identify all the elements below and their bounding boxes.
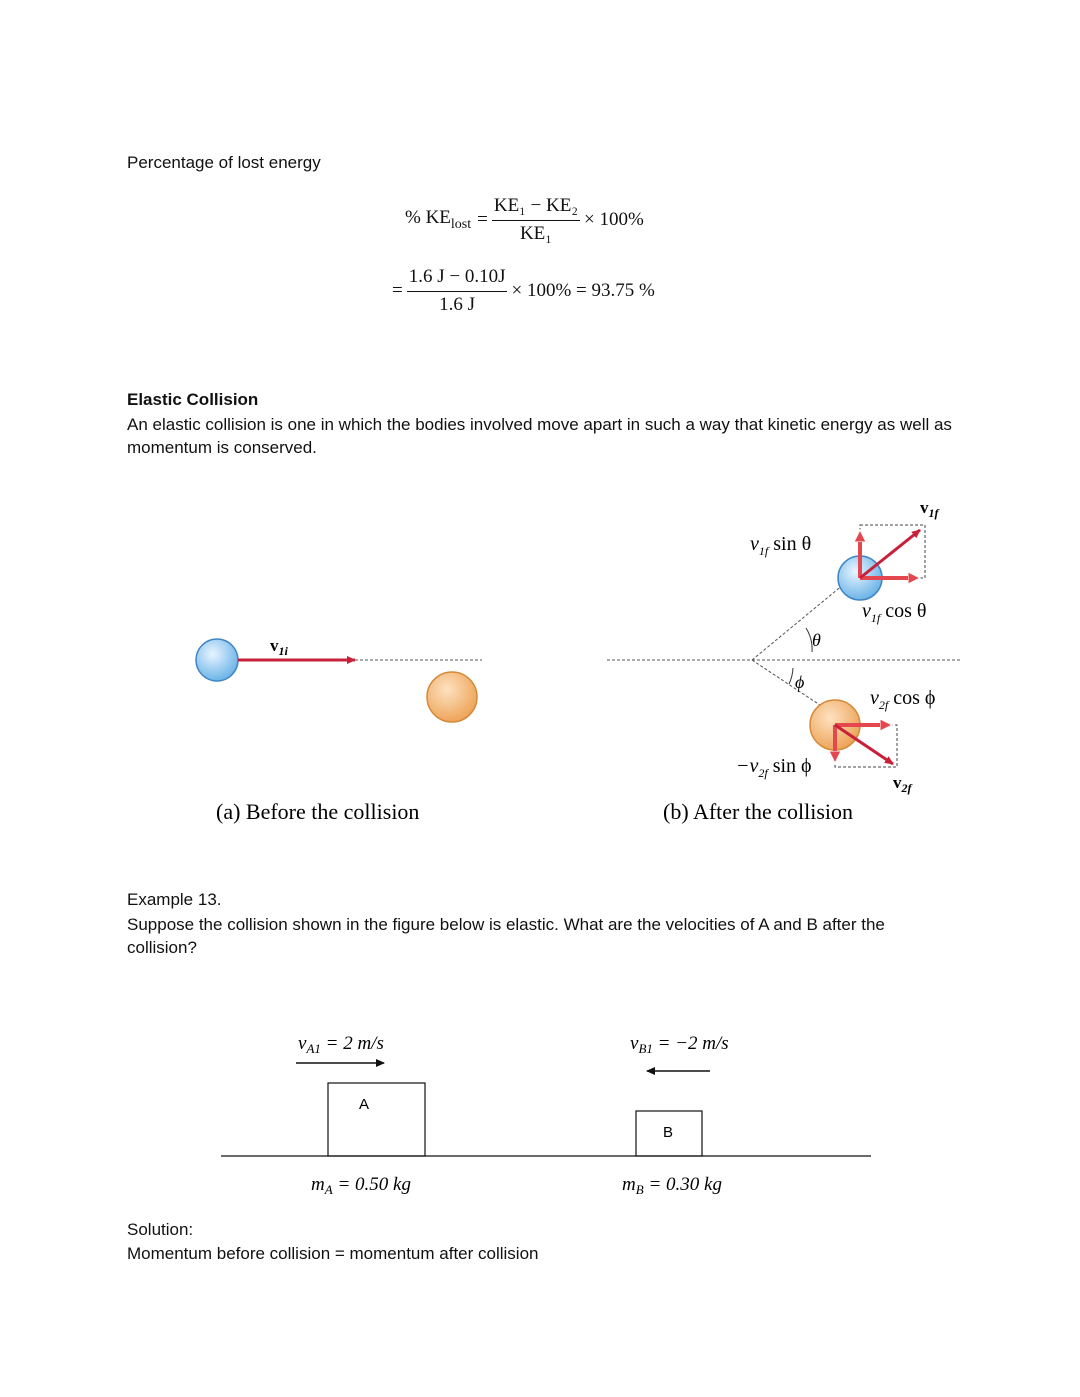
eq1-rhs: × 100% (583, 209, 644, 231)
block-a (328, 1083, 425, 1156)
example-text: Suppose the collision shown in the figure below is elastic. What are the velocities of A and B after the collision? (127, 915, 885, 957)
label-v2f-cos: $v_{2f}$ cos ϕ (870, 687, 936, 712)
eq2-rhs: × 100% = 93.75 % (511, 280, 655, 302)
label-theta: θ (812, 630, 821, 650)
elastic-collision-text: An elastic collision is one in which the bodies involved move apart in such a way that kinetic energy as well as momentum is conserved. (127, 415, 952, 457)
solution-title: Solution: (127, 1220, 194, 1239)
caption-before: (a) Before the collision (216, 799, 420, 824)
section-heading-lost-energy: Percentage of lost energy (127, 153, 321, 172)
equation-ke-lost (405, 195, 644, 246)
label-phi: ϕ (795, 672, 805, 692)
ball-2-before (427, 672, 477, 722)
eq2-fraction (407, 266, 508, 317)
label-v2f-sin: $-v_{2f}$ sin ϕ (736, 755, 812, 780)
eq2-equals: = (392, 280, 403, 302)
label-v1i: $v_{1i}$ (270, 636, 288, 658)
ball-1-before (196, 639, 238, 681)
label-vA1: $v_{A1} = 2$ m/s (298, 1033, 384, 1056)
eq1-equals: = (477, 209, 488, 231)
eq2-denominator: 1.6 J (439, 293, 476, 315)
eq2-numerator: 1.6 J − 0.10J (407, 266, 508, 292)
block-b-label: B (663, 1124, 674, 1141)
solution-text: Momentum before collision = momentum after collision (127, 1244, 539, 1263)
label-mB: $m_B = 0.30$ kg (622, 1174, 722, 1197)
label-vB1: $v_{B1} = -2$ m/s (630, 1033, 729, 1056)
velocity-arrow-v1f (860, 530, 920, 578)
eq1-numerator: KE₁ − KE₂ (492, 195, 580, 221)
label-v1f: $v_{1f}$ (920, 498, 939, 520)
label-v1f-cos: $v_{1f}$ cos θ (862, 600, 927, 625)
collision-figure (0, 470, 1080, 840)
label-v2f: $v_{2f}$ (893, 773, 912, 795)
phi-arc (789, 668, 793, 684)
example-title: Example 13. (127, 890, 222, 909)
blocks-figure (0, 1020, 1080, 1210)
label-v1f-sin: $v_{1f}$ sin θ (750, 533, 812, 558)
caption-after: (b) After the collision (663, 799, 854, 824)
eq1-denominator: KE₁ (519, 222, 552, 244)
eq1-lhs: % $KE_{lost}$ (405, 207, 472, 233)
eq1-fraction (492, 195, 580, 246)
elastic-collision-title: Elastic Collision (127, 390, 259, 409)
block-a-label: A (359, 1096, 370, 1113)
label-mA: $m_A = 0.50$ kg (311, 1174, 411, 1197)
equation-ke-lost-value (392, 266, 655, 317)
